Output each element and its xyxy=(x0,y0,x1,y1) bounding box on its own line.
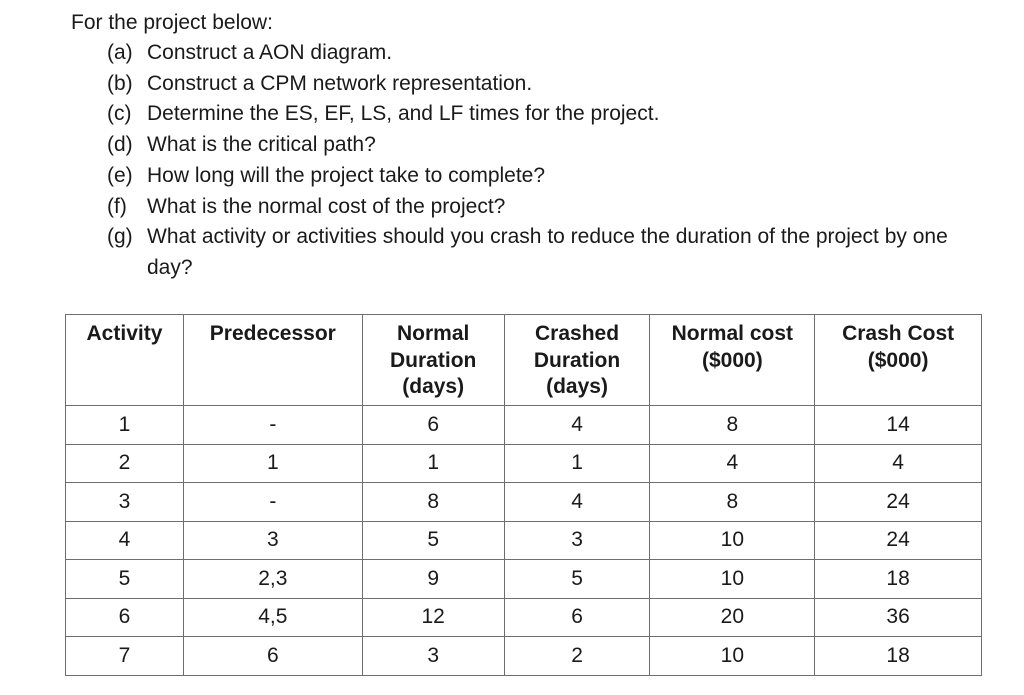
table-row xyxy=(66,521,982,560)
header-line: Duration xyxy=(533,348,621,372)
cell-crash-cost: 18 xyxy=(815,637,982,676)
table-row xyxy=(66,598,982,637)
question-item xyxy=(107,38,967,69)
cell-normal-duration: 8 xyxy=(362,483,504,522)
question-text: Construct a CPM network representation. xyxy=(147,71,533,95)
header-line: Crash Cost xyxy=(842,322,955,345)
question-item xyxy=(107,222,967,283)
cell-crash-cost: 4 xyxy=(815,444,982,483)
cell-activity: 4 xyxy=(66,521,184,560)
header-normal-cost xyxy=(650,315,815,406)
cell-normal-duration: 1 xyxy=(362,444,504,483)
question-item xyxy=(107,130,967,161)
cell-crash-cost: 14 xyxy=(815,406,982,445)
cell-normal-cost: 4 xyxy=(650,444,815,483)
cell-crash-cost: 18 xyxy=(815,560,982,599)
cell-activity: 3 xyxy=(66,483,184,522)
cell-predecessor: 4,5 xyxy=(183,598,362,637)
header-crashed-duration xyxy=(504,315,650,406)
cell-crashed-duration: 5 xyxy=(504,560,650,599)
cell-activity: 5 xyxy=(66,560,184,599)
question-item xyxy=(107,69,967,100)
question-letter: (f) xyxy=(107,194,127,218)
header-line: Duration xyxy=(390,348,477,372)
header-predecessor xyxy=(183,315,362,406)
cell-predecessor: - xyxy=(183,406,362,445)
question-letter: (g) xyxy=(107,225,133,249)
cell-normal-cost: 8 xyxy=(650,483,815,522)
cell-normal-cost: 20 xyxy=(650,598,815,637)
question-text: Construct a AON diagram. xyxy=(147,41,393,64)
question-text: What activity or activities should you crash to reduce the duration of the project by one day? xyxy=(147,225,948,279)
cell-predecessor: 3 xyxy=(183,521,362,560)
cell-predecessor: - xyxy=(183,483,362,522)
question-text: What is the critical path? xyxy=(147,133,376,157)
cell-crashed-duration: 1 xyxy=(504,444,650,483)
table-row xyxy=(66,637,982,676)
cell-crash-cost: 36 xyxy=(815,598,982,637)
question-item xyxy=(107,99,967,130)
question-letter: (e) xyxy=(107,163,133,187)
header-line: ($000) xyxy=(867,348,929,372)
cell-normal-duration: 6 xyxy=(362,406,504,445)
header-line: (days) xyxy=(546,375,608,398)
cell-activity: 1 xyxy=(66,406,184,445)
header-line: (days) xyxy=(402,375,465,398)
cell-crashed-duration: 2 xyxy=(504,637,650,676)
header-line: ($000) xyxy=(701,348,763,372)
question-letter: (b) xyxy=(107,71,133,95)
intro-text: For the project below: xyxy=(71,11,273,34)
cell-crashed-duration: 3 xyxy=(504,521,650,560)
cell-activity: 7 xyxy=(66,637,184,676)
cell-crashed-duration: 6 xyxy=(504,598,650,637)
question-list xyxy=(107,38,967,284)
cell-activity: 2 xyxy=(66,444,184,483)
table-row xyxy=(66,444,982,483)
header-crash-cost xyxy=(815,315,982,406)
question-item xyxy=(107,161,967,192)
table-row xyxy=(66,406,982,445)
cell-normal-cost: 10 xyxy=(650,560,815,599)
question-letter: (a) xyxy=(107,41,133,64)
cell-normal-duration: 12 xyxy=(362,598,504,637)
header-line: Crashed xyxy=(535,322,620,345)
cell-crashed-duration: 4 xyxy=(504,483,650,522)
cell-crash-cost: 24 xyxy=(815,521,982,560)
cell-normal-duration: 3 xyxy=(362,637,504,676)
header-line: Normal xyxy=(397,322,470,345)
header-line: Predecessor xyxy=(209,322,336,345)
header-activity xyxy=(66,315,184,406)
cell-normal-cost: 10 xyxy=(650,521,815,560)
header-line: Normal cost xyxy=(671,322,794,345)
cell-normal-cost: 10 xyxy=(650,637,815,676)
project-activity-table xyxy=(65,314,982,676)
table-row xyxy=(66,483,982,522)
cell-predecessor: 2,3 xyxy=(183,560,362,599)
header-line: Activity xyxy=(86,322,163,345)
cell-normal-duration: 5 xyxy=(362,521,504,560)
question-letter: (d) xyxy=(107,133,133,157)
cell-normal-duration: 9 xyxy=(362,560,504,599)
cell-crashed-duration: 4 xyxy=(504,406,650,445)
cell-predecessor: 6 xyxy=(183,637,362,676)
question-item xyxy=(107,192,967,223)
cell-crash-cost: 24 xyxy=(815,483,982,522)
table-row xyxy=(66,560,982,599)
question-text: What is the normal cost of the project? xyxy=(147,194,506,218)
cell-activity: 6 xyxy=(66,598,184,637)
question-letter: (c) xyxy=(107,102,132,126)
cell-predecessor: 1 xyxy=(183,444,362,483)
header-normal-duration xyxy=(362,315,504,406)
table-header-row xyxy=(66,315,982,406)
question-text: Determine the ES, EF, LS, and LF times for the project. xyxy=(147,102,660,126)
question-text: How long will the project take to complete? xyxy=(147,163,546,187)
cell-normal-cost: 8 xyxy=(650,406,815,445)
